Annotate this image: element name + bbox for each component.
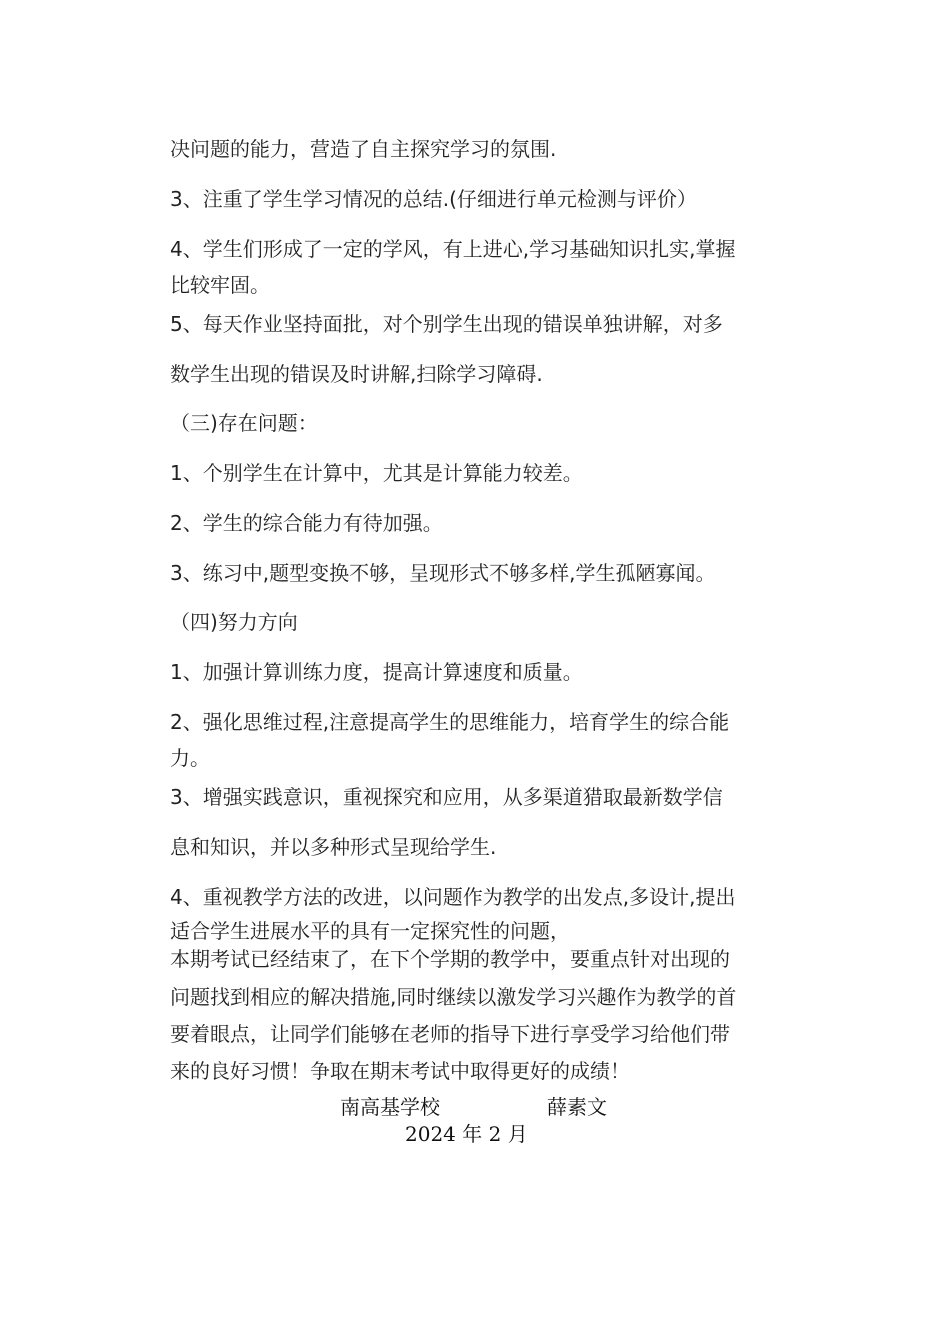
paragraph-line: 问题找到相应的解决措施,同时继续以激发学习兴趣作为教学的首	[170, 985, 737, 1009]
signature-date: 2024 年 2 月	[405, 1122, 528, 1146]
paragraph-line: 数学生出现的错误及时讲解,扫除学习障碍.	[170, 362, 543, 386]
paragraph-line: 5、每天作业坚持面批，对个别学生出现的错误单独讲解，对多	[170, 312, 723, 336]
signature-school: 南高基学校	[340, 1095, 440, 1119]
paragraph-line: 息和知识，并以多种形式呈现给学生.	[170, 835, 497, 859]
paragraph-line: 2、学生的综合能力有待加强。	[170, 511, 443, 535]
paragraph-line: 1、加强计算训练力度，提高计算速度和质量。	[170, 660, 583, 684]
paragraph-line: 3、注重了学生学习情况的总结.(仔细进行单元检测与评价）	[170, 187, 697, 211]
signature-author: 薛素文	[547, 1095, 607, 1119]
paragraph-line: 4、重视教学方法的改进，以问题作为教学的出发点,多设计,提出	[170, 885, 736, 909]
paragraph-line: 要着眼点，让同学们能够在老师的指导下进行享受学习给他们带	[170, 1022, 730, 1046]
paragraph-line: 2、强化思维过程,注意提高学生的思维能力，培育学生的综合能	[170, 710, 730, 734]
paragraph-line: 适合学生进展水平的具有一定探究性的问题，	[170, 919, 570, 943]
paragraph-line: 1、个别学生在计算中，尤其是计算能力较差。	[170, 461, 583, 485]
paragraph-line: 决问题的能力，营造了自主探究学习的氛围.	[170, 137, 557, 161]
paragraph-line: 4、学生们形成了一定的学风，有上进心,学习基础知识扎实,掌握	[170, 237, 736, 261]
paragraph-line: 力。	[170, 746, 210, 770]
paragraph-line: 来的良好习惯！争取在期末考试中取得更好的成绩！	[170, 1059, 630, 1083]
section-heading: （三)存在问题：	[170, 411, 318, 435]
paragraph-line: 3、练习中,题型变换不够，呈现形式不够多样,学生孤陋寡闻。	[170, 561, 716, 585]
paragraph-line: 3、增强实践意识，重视探究和应用，从多渠道猎取最新数学信	[170, 785, 723, 809]
paragraph-line: 比较牢固。	[170, 273, 270, 297]
section-heading: （四)努力方向	[170, 610, 298, 634]
paragraph-line: 本期考试已经结束了，在下个学期的教学中，要重点针对出现的	[170, 947, 730, 971]
